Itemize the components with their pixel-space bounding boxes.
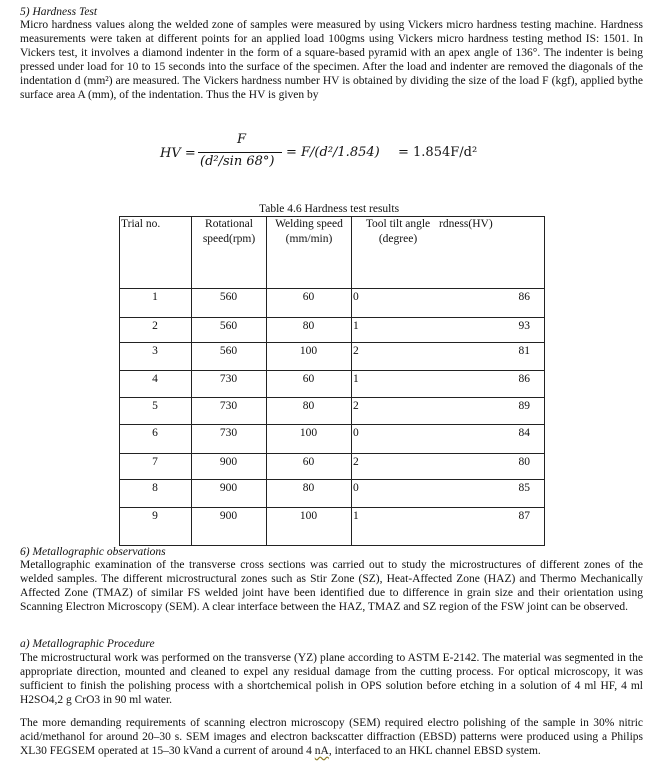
cell-tool-tilt: 2 [353, 456, 359, 468]
cell-welding-speed: 100 [299, 510, 318, 522]
table-caption: Table 4.6 Hardness test results [259, 203, 400, 215]
table-col-line [351, 216, 352, 546]
cell-trial: 3 [152, 345, 158, 357]
cell-hardness: 85 [518, 482, 530, 494]
cell-tool-tilt: 0 [353, 427, 359, 439]
table-header-welding-speed: Welding speed (mm/min) [275, 218, 343, 245]
cell-welding-speed: 80 [302, 400, 315, 412]
table-header-rotational-speed: Rotational speed(rpm) [202, 218, 256, 245]
cell-tool-tilt: 0 [353, 482, 359, 494]
cell-trial: 9 [152, 510, 158, 522]
cell-rotational-speed: 900 [219, 510, 238, 522]
cell-rotational-speed: 560 [219, 320, 238, 332]
cell-hardness: 87 [518, 510, 530, 522]
table-row-line [119, 479, 545, 480]
equation-middle: = F/(d²/1.854) [286, 145, 380, 160]
metallographic-procedure-paragraph-2 [20, 717, 643, 759]
table-border [544, 216, 545, 546]
table-row-line [119, 370, 545, 371]
cell-tool-tilt: 2 [353, 400, 359, 412]
cell-welding-speed: 80 [302, 320, 315, 332]
table-row-line [119, 342, 545, 343]
cell-rotational-speed: 560 [219, 345, 238, 357]
cell-trial: 6 [152, 427, 158, 439]
hardness-test-paragraph: Micro hardness values along the welded zone of samples were measured by using Vickers micro hardness testing machine. Hardness measurements were taken at different points for an applied load 100gms using Vickers micro hardness testing method IS: 1501. In Vickers test, it involves a diamond indenter in the form of a square-based pyramid with an apex angle of 136°. The indenter is being pressed under load for 10 to 15 seconds into the surface of the specimen. After the load and indenter are removed the diagonals of the indentation d (mm²) are measured. The Vickers hardness number HV is obtained by dividing the size of the load F (kgf), applied bythe surface area A (mm), of the indentation. Thus the HV is given by [20, 19, 643, 101]
unit-nanoampere: nA [314, 744, 329, 757]
cell-rotational-speed: 730 [219, 427, 238, 439]
cell-welding-speed: 100 [299, 427, 318, 439]
cell-trial: 4 [152, 373, 158, 385]
hardness-table [119, 216, 545, 546]
table-header-trial: Trial no. [121, 218, 161, 230]
cell-rotational-speed: 900 [219, 456, 238, 468]
table-row-line [119, 397, 545, 398]
table-border [119, 545, 545, 546]
cell-trial: 8 [152, 482, 158, 494]
equation-lhs: HV = [160, 146, 196, 161]
cell-welding-speed: 80 [302, 482, 315, 494]
cell-tool-tilt: 1 [353, 320, 359, 332]
cell-welding-speed: 60 [302, 456, 315, 468]
paragraph-2-text-b: , interfaced to an HKL channel EBSD system. [328, 744, 541, 757]
cell-rotational-speed: 730 [219, 400, 238, 412]
cell-rotational-speed: 900 [219, 482, 238, 494]
cell-welding-speed: 60 [302, 291, 315, 303]
metallographic-procedure-paragraph-1: The microstructural work was performed on the transverse (YZ) plane according to ASTM E-2142. The material was segmented in the appropriate direction, mounted and cleaned to expel any residual damage from the cutting process. For optical microscopy, it was sufficient to finish the polishing process with a shortchemical polish in OPS solution before etching in a solution of 4 ml HF, 4 ml H2SO4,2 g CrO3 in 90 ml water. [20, 652, 643, 706]
cell-trial: 7 [152, 456, 158, 468]
cell-tool-tilt: 1 [353, 373, 359, 385]
cell-hardness: 93 [518, 320, 530, 332]
cell-tool-tilt: 0 [353, 291, 359, 303]
cell-welding-speed: 60 [302, 373, 315, 385]
cell-hardness: 80 [518, 456, 530, 468]
section-heading-hardness-test: 5) Hardness Test [20, 6, 98, 18]
cell-hardness: 89 [518, 400, 530, 412]
metallographic-observations-paragraph: Metallographic examination of the transverse cross sections was carried out to study the microstructures of different zones of the welded samples. The different microstructural zones such as Stir Zone (SZ), Heat-Affected Zone (HAZ) and Thermo Mechanically Affected Zone (TMAZ) of similar FS welded joint have been identified due to difference in grain size and their orientation using Scanning Electron Microscopy (SEM). A clear interface between the HAZ, TMAZ and SZ region of the FSW joint can be observed. [20, 559, 643, 613]
table-row-line [119, 507, 545, 508]
cell-tool-tilt: 2 [353, 345, 359, 357]
table-row-line [119, 453, 545, 454]
cell-rotational-speed: 560 [219, 291, 238, 303]
cell-trial: 2 [152, 320, 158, 332]
equation-numerator: F [237, 132, 247, 147]
cell-hardness: 81 [518, 345, 530, 357]
cell-welding-speed: 100 [299, 345, 318, 357]
cell-hardness: 86 [518, 373, 530, 385]
table-row-line [119, 288, 545, 289]
cell-trial: 5 [152, 400, 158, 412]
cell-hardness: 86 [518, 291, 530, 303]
section-heading-metallographic-observations: 6) Metallographic observations [20, 546, 166, 558]
equation-rhs: = 1.854F/d² [398, 145, 478, 160]
cell-hardness: 84 [518, 427, 530, 439]
cell-trial: 1 [152, 291, 158, 303]
table-row-line [119, 424, 545, 425]
cell-tool-tilt: 1 [353, 510, 359, 522]
paragraph-2-text-a: The more demanding requirements of scanning electron microscopy (SEM) required electro polishing of the sample in 30% nitric acid/methanol for around 20–30 s. SEM images and electron backscatter diffraction (EBSD) patterns were produced using a Philips XL30 FEGSEM operated at 15–30 kVand a current of around 4 [20, 717, 643, 757]
table-header-hardness: rdness(HV) [439, 218, 493, 230]
cell-rotational-speed: 730 [219, 373, 238, 385]
equation-denominator: (d²/sin 68°) [200, 154, 275, 169]
table-row-line [119, 317, 545, 318]
hv-equation [160, 132, 560, 174]
table-header-tool-tilt: Tool tilt angle (degree) [365, 218, 431, 245]
fraction-bar [198, 152, 282, 153]
section-heading-metallographic-procedure: a) Metallographic Procedure [20, 638, 155, 650]
